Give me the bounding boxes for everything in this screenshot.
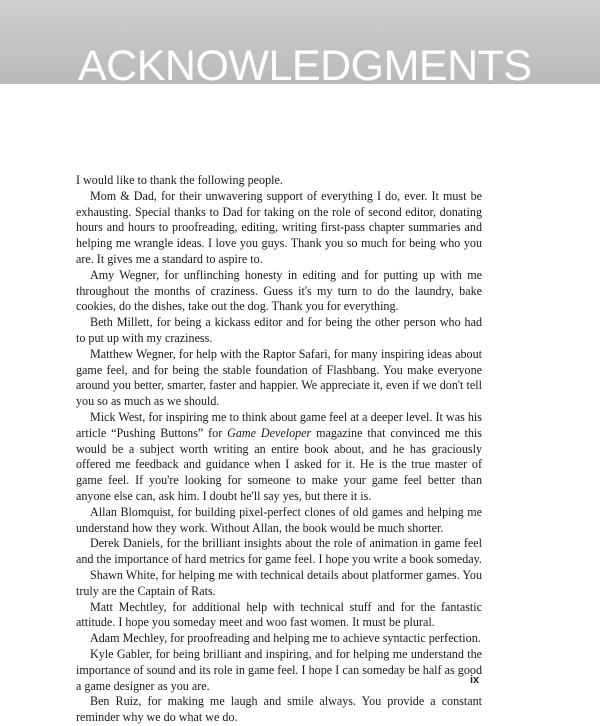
paragraph-beth-millett: Beth Millett, for being a kickass editor and for being the other person who had to put up with my craziness.	[76, 315, 482, 345]
paragraph-matthew-wegner: Matthew Wegner, for help with the Raptor Safari, for many inspiring ideas about game feel, and for being the stable foundation of Flashbang. You make everyone around you better, smarter, faster and happier. We appreciate it, even if we don't tell you so as much as we should.	[76, 346, 482, 409]
mick-west-text-before: Mick West, for inspiring me to think about game feel at a deeper level. It was his article “Pushing Buttons” for	[76, 409, 482, 440]
chapter-title: ACKNOWLEDGMENTS	[78, 42, 532, 84]
paragraph-mick-west	[76, 410, 482, 505]
paragraph-matt-mechtley: Matt Mechtley, for additional help with technical stuff and for the fantastic attitude. I hope you someday meet and woo fast women. It must be plural.	[76, 599, 482, 630]
paragraph-shawn-white: Shawn White, for helping me with technical details about platformer games. You truly are the Captain of Rats.	[76, 567, 482, 598]
paragraph-parents: Mom & Dad, for their unwavering support of everything I do, ever. It must be exhausting. Special thanks to Dad for taking on the role of second editor, donating hours and hours to proofreading, editing, writing first-pass chapter summaries and helping me wrangle ideas. I love you guys. Thank you so much for being who you are. It gives me a standard to aspire to.	[76, 188, 482, 266]
paragraph-ben-ruiz: Ben Ruiz, for making me laugh and smile always. You provide a constant reminder why we do what we do.	[76, 694, 482, 725]
mick-west-text-after: magazine that convinced me this would be a subject worth writing an entire book about, and he has graciously offered me feedback and guidance when I asked for it. He is the true master of game feel. If you're looking for someone to make your game feel better than anyone else can, ask him. I doubt he'll say yes, but there it is.	[76, 425, 482, 503]
paragraph-derek-daniels: Derek Daniels, for the brilliant insights about the role of animation in game feel and the importance of hard metrics for game feel. I hope you write a book someday.	[76, 536, 482, 567]
paragraph-amy-wegner: Amy Wegner, for unflinching honesty in editing and for putting up with me throughout the months of craziness. Guess it's my turn to do the laundry, bake cookies, do the dishes, take out the dog. Thank you for everything.	[76, 267, 482, 314]
chapter-banner	[0, 0, 600, 84]
intro-paragraph: I would like to thank the following people.	[76, 173, 283, 187]
paragraph-adam-mechley: Adam Mechley, for proofreading and helping me to achieve syntactic perfection.	[90, 631, 481, 646]
magazine-title: Game Developer	[227, 425, 312, 440]
page-number: ix	[470, 674, 480, 686]
paragraph-kyle-gabler: Kyle Gabler, for being brilliant and inspiring, and for helping me understand the importance of sound and its role in game feel. I hope I can someday be half as good a game designer as you are.	[76, 646, 482, 693]
paragraph-allan-blomquist: Allan Blomquist, for building pixel-perfect clones of old games and helping me understand how they work. Without Allan, the book would be much shorter.	[76, 504, 482, 535]
acknowledgments-body	[76, 173, 482, 726]
